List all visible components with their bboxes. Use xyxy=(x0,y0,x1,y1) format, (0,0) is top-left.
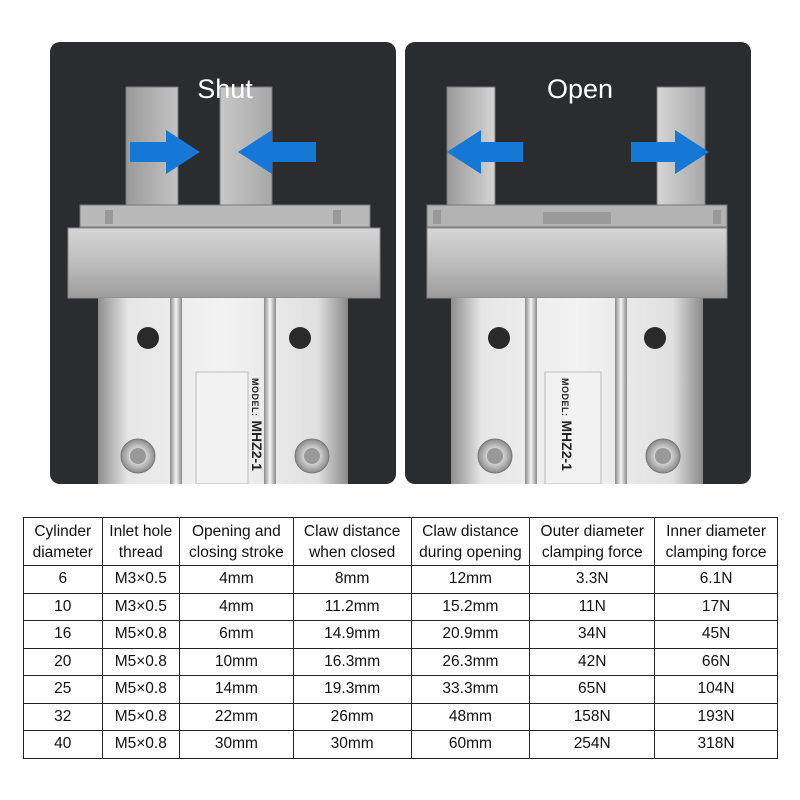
shut-panel xyxy=(50,42,396,484)
table-cell: 66N xyxy=(655,648,778,676)
header-cylinder-diameter: Cylinder diameter xyxy=(24,518,103,566)
table-cell: 6.1N xyxy=(655,566,778,594)
model-label: MODEL: MHZ2-1 xyxy=(249,378,265,471)
table-cell: 60mm xyxy=(411,731,530,759)
table-cell: 32 xyxy=(24,703,103,731)
table-row xyxy=(24,593,778,621)
table-cell: 193N xyxy=(655,703,778,731)
table-cell: 14mm xyxy=(180,676,294,704)
table-cell: 48mm xyxy=(411,703,530,731)
gripper-shut-illustration xyxy=(50,42,396,484)
gripper-open-illustration xyxy=(405,42,751,484)
table-row xyxy=(24,621,778,649)
table-cell: 17N xyxy=(655,593,778,621)
model-label: MODEL: MHZ2-1 xyxy=(559,378,575,471)
table-row xyxy=(24,703,778,731)
table-cell: 45N xyxy=(655,621,778,649)
table-cell: 15.2mm xyxy=(411,593,530,621)
table-cell: 6 xyxy=(24,566,103,594)
table-cell: 65N xyxy=(530,676,655,704)
header-claw-closed: Claw distance when closed xyxy=(293,518,411,566)
table-cell: 10 xyxy=(24,593,103,621)
table-cell: M5×0.8 xyxy=(102,703,180,731)
table-cell: 254N xyxy=(530,731,655,759)
table-cell: M3×0.5 xyxy=(102,566,180,594)
table-cell: M3×0.5 xyxy=(102,593,180,621)
table-cell: M5×0.8 xyxy=(102,676,180,704)
table-header-row xyxy=(24,518,778,566)
table-cell: 14.9mm xyxy=(293,621,411,649)
table-cell: 30mm xyxy=(180,731,294,759)
spec-table xyxy=(23,517,778,759)
header-stroke: Opening and closing stroke xyxy=(180,518,294,566)
table-row xyxy=(24,731,778,759)
header-inner-force: Inner diameter clamping force xyxy=(655,518,778,566)
table-cell: 20.9mm xyxy=(411,621,530,649)
table-cell: 33.3mm xyxy=(411,676,530,704)
table-cell: M5×0.8 xyxy=(102,731,180,759)
table-cell: 40 xyxy=(24,731,103,759)
table-cell: 26.3mm xyxy=(411,648,530,676)
open-panel xyxy=(405,42,751,484)
table-cell: 158N xyxy=(530,703,655,731)
table-row xyxy=(24,648,778,676)
table-cell: 12mm xyxy=(411,566,530,594)
table-row xyxy=(24,566,778,594)
table-cell: 11N xyxy=(530,593,655,621)
open-title: Open xyxy=(546,74,614,104)
table-cell: 8mm xyxy=(293,566,411,594)
table-cell: M5×0.8 xyxy=(102,648,180,676)
table-cell: 22mm xyxy=(180,703,294,731)
table-cell: 10mm xyxy=(180,648,294,676)
table-cell: 6mm xyxy=(180,621,294,649)
table-row xyxy=(24,676,778,704)
table-cell: 4mm xyxy=(180,593,294,621)
header-inlet-hole-thread: Inlet hole thread xyxy=(102,518,180,566)
table-cell: 34N xyxy=(530,621,655,649)
table-cell: 4mm xyxy=(180,566,294,594)
header-claw-open: Claw distance during opening xyxy=(411,518,530,566)
table-cell: 25 xyxy=(24,676,103,704)
table-cell: 30mm xyxy=(293,731,411,759)
table-cell: 20 xyxy=(24,648,103,676)
table-cell: 26mm xyxy=(293,703,411,731)
table-cell: 42N xyxy=(530,648,655,676)
shut-title: Shut xyxy=(197,74,253,104)
table-cell: M5×0.8 xyxy=(102,621,180,649)
table-cell: 3.3N xyxy=(530,566,655,594)
header-outer-force: Outer diameter clamping force xyxy=(530,518,655,566)
table-cell: 318N xyxy=(655,731,778,759)
table-cell: 19.3mm xyxy=(293,676,411,704)
table-cell: 16.3mm xyxy=(293,648,411,676)
table-cell: 104N xyxy=(655,676,778,704)
table-cell: 16 xyxy=(24,621,103,649)
table-cell: 11.2mm xyxy=(293,593,411,621)
